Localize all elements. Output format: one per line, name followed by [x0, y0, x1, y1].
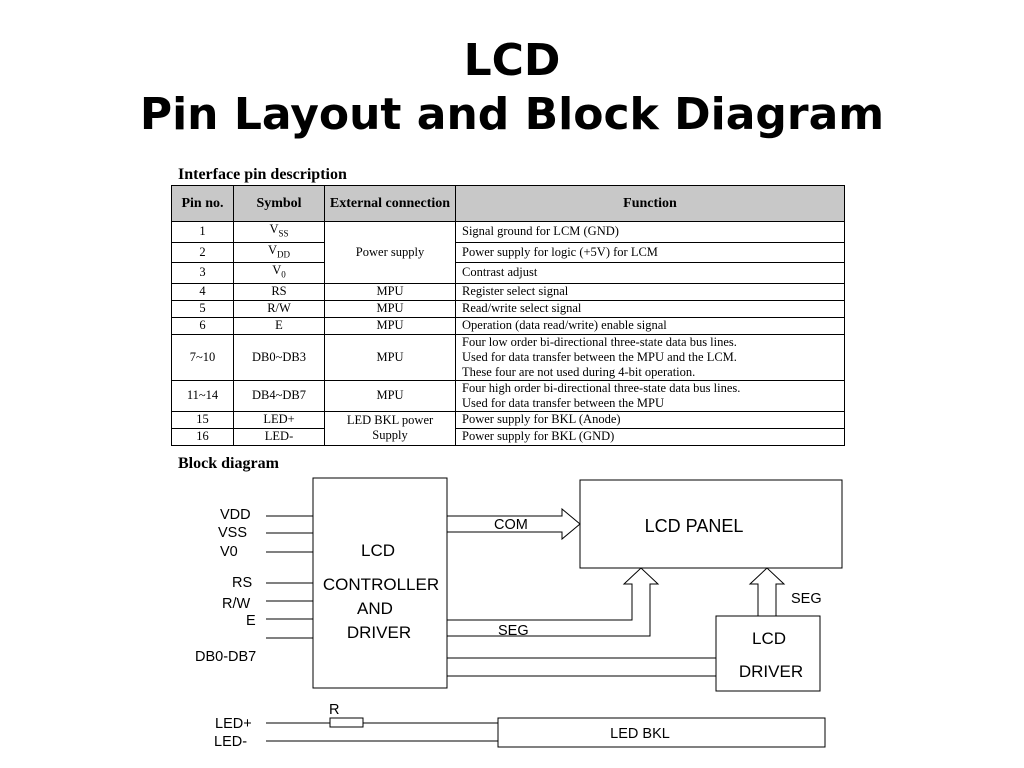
pin-symbol: LED+ [234, 411, 325, 428]
pin-no: 5 [172, 300, 234, 317]
external-connection: MPU [325, 334, 456, 380]
resistor-label: R [329, 702, 340, 718]
pin-no: 2 [172, 242, 234, 263]
driver-label-lcd: LCD [751, 629, 787, 648]
pin-no: 1 [172, 222, 234, 243]
header-pin-no: Pin no. [172, 186, 234, 222]
input-label-e: E [246, 613, 256, 629]
function-line: Four high order bi-directional three-state data bus lines. [462, 380, 741, 395]
external-connection: MPU [325, 300, 456, 317]
external-connection: MPU [325, 380, 456, 411]
pin-table-heading: Interface pin description [178, 166, 347, 183]
pin-no: 16 [172, 428, 234, 445]
pin-symbol: $V_{SS}$ [234, 222, 325, 243]
pin-symbol: LED- [234, 428, 325, 445]
external-line: Supply [372, 428, 408, 442]
controller-label-lcd: LCD [360, 541, 396, 560]
pin-no: 7~10 [172, 334, 234, 380]
input-label-rs: RS [232, 575, 253, 591]
pin-symbol: RS [234, 283, 325, 300]
input-label-v0: V0 [220, 544, 238, 560]
led-plus-label: LED+ [215, 716, 252, 732]
pin-symbol: DB4~DB7 [234, 380, 325, 411]
resistor-symbol [330, 718, 363, 727]
input-label-db: DB0-DB7 [195, 649, 257, 665]
controller-label-and: AND [357, 599, 393, 618]
pin-no: 6 [172, 317, 234, 334]
driver-label-driver: DRIVER [738, 662, 804, 681]
pin-function: Contrast adjust [456, 263, 845, 284]
pin-function: Register select signal [456, 283, 845, 300]
pin-function: Power supply for logic (+5V) for LCM [456, 242, 845, 263]
lcd-panel-label: LCD PANEL [644, 516, 744, 536]
title-line-1: LCD [463, 35, 561, 86]
controller-label-controller: CONTROLLER [322, 575, 440, 594]
seg-label-left: SEG [498, 623, 529, 639]
external-line: LED BKL power [346, 413, 434, 427]
title-line-2: Pin Layout and Block Diagram [139, 89, 885, 140]
pin-symbol: $V_{DD}$ [234, 242, 325, 263]
input-label-vss: VSS [218, 525, 248, 541]
pin-function: Read/write select signal [456, 300, 845, 317]
driver-arrow [750, 568, 784, 616]
pin-function: Operation (data read/write) enable signal [456, 317, 845, 334]
controller-label-driver: DRIVER [346, 623, 412, 642]
function-line: Used for data transfer between the MPU and the LCM. [462, 349, 737, 364]
pin-symbol: R/W [234, 300, 325, 317]
header-external-connection: External connection [325, 186, 456, 222]
input-label-rw: R/W [222, 596, 251, 612]
seg-label-right: SEG [791, 591, 822, 607]
seg-arrow [447, 568, 658, 636]
header-function: Function [456, 186, 845, 222]
pin-no: 15 [172, 411, 234, 428]
input-label-vdd: VDD [220, 507, 251, 523]
led-bkl-label: LED BKL [610, 726, 670, 742]
function-line: Used for data transfer between the MPU [462, 395, 665, 410]
external-connection: Power supply [325, 222, 456, 284]
pin-no: 11~14 [172, 380, 234, 411]
block-diagram-heading: Block diagram [178, 455, 279, 472]
pin-symbol: DB0~DB3 [234, 334, 325, 380]
external-connection: MPU [325, 283, 456, 300]
led-minus-label: LED- [214, 734, 248, 750]
pin-function: Power supply for BKL (GND) [456, 428, 845, 445]
external-connection: MPU [325, 317, 456, 334]
pin-function: Power supply for BKL (Anode) [456, 411, 845, 428]
pin-no: 3 [172, 263, 234, 284]
function-line: These four are not used during 4-bit operation. [462, 364, 696, 379]
com-label: COM [494, 517, 528, 533]
header-symbol: Symbol [234, 186, 325, 222]
pin-no: 4 [172, 283, 234, 300]
pin-function: Signal ground for LCM (GND) [456, 222, 845, 243]
function-line: Four low order bi-directional three-state data bus lines. [462, 334, 737, 349]
pin-symbol: $V_0$ [234, 263, 325, 284]
pin-symbol: E [234, 317, 325, 334]
